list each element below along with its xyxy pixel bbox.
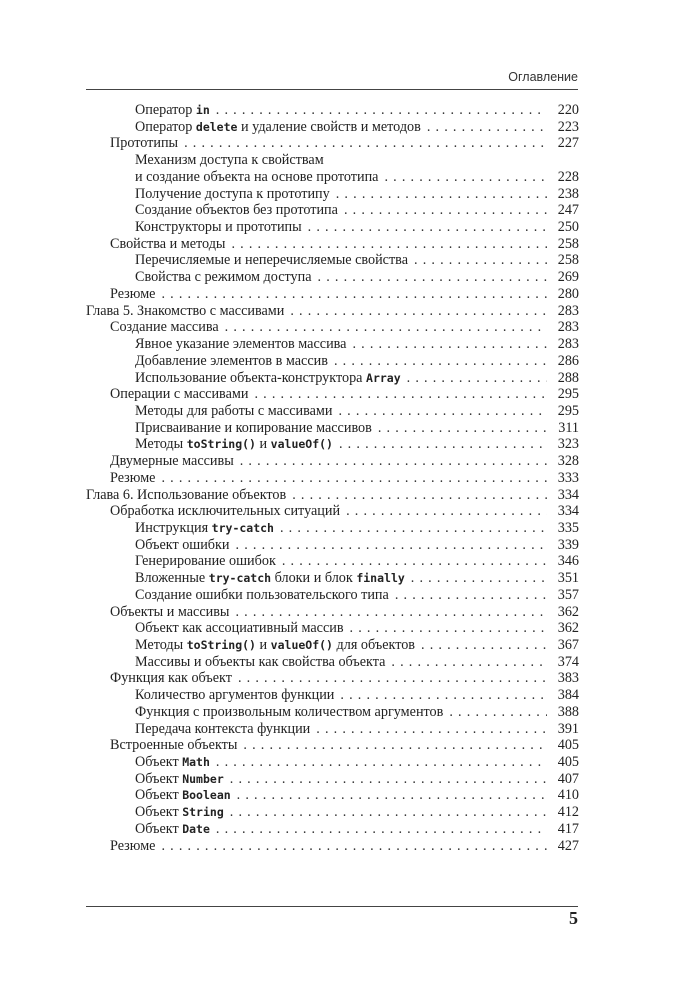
title-text: Функция как объект bbox=[110, 670, 232, 687]
toc-entry bbox=[86, 353, 579, 370]
title-text: Свойства и методы bbox=[110, 235, 226, 252]
toc-entry-page: 286 bbox=[557, 352, 579, 369]
dot-leader bbox=[280, 520, 547, 537]
toc-entry-page: 228 bbox=[557, 168, 579, 185]
toc-entry bbox=[86, 704, 579, 721]
toc-entry-page: 280 bbox=[557, 285, 579, 302]
title-text: Массивы и объекты как свойства объекта bbox=[135, 653, 386, 670]
footer-rule bbox=[86, 906, 578, 907]
toc-entry bbox=[86, 838, 579, 855]
toc-entry-page: 283 bbox=[557, 302, 579, 319]
title-text: и создание объекта на основе прототипа bbox=[135, 168, 379, 185]
toc-entry-page: 247 bbox=[557, 202, 579, 219]
title-text: Операции с массивами bbox=[110, 386, 249, 403]
toc-entry bbox=[86, 252, 579, 269]
toc-entry bbox=[86, 721, 579, 738]
title-text: Получение доступа к прототипу bbox=[135, 185, 330, 202]
title-text: и bbox=[255, 436, 271, 453]
dot-leader bbox=[238, 670, 547, 687]
code-keyword: toString() bbox=[186, 638, 256, 652]
title-text: Резюме bbox=[110, 837, 156, 854]
toc-entry-title bbox=[110, 135, 178, 152]
title-text: Объекты и массивы bbox=[110, 603, 230, 620]
dot-leader bbox=[161, 838, 547, 855]
toc-entry bbox=[86, 453, 579, 470]
dot-leader bbox=[216, 102, 547, 119]
toc-entry bbox=[86, 436, 579, 453]
toc-entry-title bbox=[135, 336, 346, 353]
dot-leader bbox=[230, 771, 547, 788]
toc-entry-title bbox=[135, 370, 401, 387]
toc-entry-page: 357 bbox=[557, 586, 579, 603]
toc-entry-page: 388 bbox=[557, 703, 579, 720]
dot-leader bbox=[411, 570, 547, 587]
toc-entry bbox=[86, 503, 579, 520]
code-keyword: String bbox=[182, 805, 224, 820]
toc-entry bbox=[86, 169, 579, 186]
code-keyword: try-catch bbox=[211, 520, 274, 535]
toc-entry bbox=[86, 202, 579, 219]
toc-entry-page: 339 bbox=[557, 536, 579, 553]
toc-entry-page: 334 bbox=[557, 503, 579, 520]
toc-entry-page: 351 bbox=[557, 570, 579, 587]
toc-entry-page: 405 bbox=[557, 754, 579, 771]
toc-entry bbox=[86, 303, 579, 320]
title-text: Объект bbox=[135, 770, 183, 787]
toc-entry-title bbox=[110, 604, 229, 621]
toc-entry bbox=[86, 654, 579, 671]
title-text: Объект bbox=[135, 804, 183, 821]
toc-entry-title bbox=[110, 386, 248, 403]
title-text: блоки и блок bbox=[271, 570, 357, 587]
toc-entry-page: 410 bbox=[557, 787, 579, 804]
dot-leader bbox=[225, 319, 547, 336]
code-keyword: Array bbox=[366, 370, 401, 385]
running-header: Оглавление bbox=[508, 70, 578, 84]
toc-entry bbox=[86, 370, 579, 387]
title-text: Функция с произвольным количеством аргументов bbox=[135, 703, 444, 720]
title-text: Резюме bbox=[110, 469, 156, 486]
dot-leader bbox=[339, 436, 547, 453]
dot-leader bbox=[236, 537, 547, 554]
toc-entry-page: 223 bbox=[557, 118, 579, 135]
toc-entry-page: 283 bbox=[557, 319, 579, 336]
toc-entry-page: 288 bbox=[557, 369, 579, 386]
page-number: 5 bbox=[569, 908, 578, 928]
toc-entry-page: 238 bbox=[557, 185, 579, 202]
dot-leader bbox=[338, 403, 547, 420]
toc-entry-title bbox=[135, 436, 333, 453]
toc-entry-page: 362 bbox=[557, 620, 579, 637]
title-text: Методы bbox=[135, 436, 187, 453]
title-text: Создание массива bbox=[110, 319, 219, 336]
code-keyword: try-catch bbox=[208, 571, 272, 586]
toc-entry-title bbox=[135, 804, 224, 821]
dot-leader bbox=[350, 620, 547, 637]
toc-entry-title bbox=[135, 687, 334, 704]
toc-entry-page: 334 bbox=[557, 486, 579, 503]
toc-entry bbox=[86, 670, 579, 687]
code-keyword: Number bbox=[182, 771, 224, 786]
title-text: Встроенные объекты bbox=[110, 737, 238, 754]
toc-entry-title bbox=[110, 503, 340, 520]
title-text: Глава 5. Знакомство с массивами bbox=[86, 302, 285, 319]
toc-entry bbox=[86, 403, 579, 420]
toc-entry-page: 328 bbox=[557, 453, 579, 470]
toc-entry-page: 391 bbox=[557, 720, 579, 737]
toc-entry-title bbox=[110, 236, 225, 253]
toc-entry-page: 383 bbox=[557, 670, 579, 687]
dot-leader bbox=[352, 336, 547, 353]
toc-entry-title bbox=[135, 654, 385, 671]
toc-entry bbox=[86, 470, 579, 487]
code-keyword: in bbox=[195, 103, 210, 117]
title-text: Инструкция bbox=[135, 519, 212, 536]
title-text: Объект ошибки bbox=[135, 536, 230, 553]
toc-entry-title bbox=[135, 771, 224, 788]
toc-entry bbox=[86, 219, 579, 236]
title-text: Добавление элементов в массив bbox=[135, 352, 328, 369]
code-keyword: Boolean bbox=[182, 788, 231, 803]
title-text: Генерирование ошибок bbox=[135, 553, 276, 570]
title-text: Прототипы bbox=[110, 135, 179, 152]
dot-leader bbox=[391, 654, 547, 671]
toc-entry bbox=[86, 787, 579, 804]
toc-entry-page: 258 bbox=[557, 252, 579, 269]
toc-entry bbox=[86, 186, 579, 203]
dot-leader bbox=[384, 169, 547, 186]
title-text: Явное указание элементов массива bbox=[135, 336, 347, 353]
title-text: Перечисляемые и неперечисляемые свойства bbox=[135, 252, 408, 269]
toc-entry-title bbox=[135, 821, 210, 838]
title-text: Свойства с режимом доступа bbox=[135, 269, 312, 286]
toc-entry-title bbox=[135, 252, 408, 269]
dot-leader bbox=[184, 135, 547, 152]
toc-entry-page: 269 bbox=[557, 269, 579, 286]
title-text: Количество аргументов функции bbox=[135, 687, 335, 704]
toc-entry-page: 335 bbox=[557, 519, 579, 536]
dot-leader bbox=[378, 420, 547, 437]
toc-entry-page: 374 bbox=[557, 653, 579, 670]
title-text: Методы для работы с массивами bbox=[135, 402, 333, 419]
dot-leader bbox=[336, 186, 547, 203]
toc-entry-title bbox=[135, 152, 324, 169]
title-text: Резюме bbox=[110, 285, 156, 302]
toc-entry-title bbox=[135, 169, 378, 186]
toc-entry-title bbox=[135, 102, 210, 119]
dot-leader bbox=[235, 604, 547, 621]
toc-entry bbox=[86, 537, 579, 554]
title-text: Оператор bbox=[135, 118, 196, 135]
toc-entry-page: 258 bbox=[557, 235, 579, 252]
toc-entry-title bbox=[110, 286, 155, 303]
toc-entry bbox=[86, 620, 579, 637]
dot-leader bbox=[292, 487, 547, 504]
toc-entry-page: 283 bbox=[557, 336, 579, 353]
toc-entry-title bbox=[135, 787, 231, 804]
toc-entry-page: 384 bbox=[557, 687, 579, 704]
toc-entry bbox=[86, 269, 579, 286]
dot-leader bbox=[290, 303, 547, 320]
dot-leader bbox=[240, 453, 547, 470]
title-text: и bbox=[255, 637, 271, 653]
dot-leader bbox=[414, 252, 547, 269]
title-text: Создание объектов без прототипа bbox=[135, 202, 338, 219]
toc-entry-title bbox=[135, 553, 276, 570]
toc-entry-title bbox=[135, 420, 372, 437]
title-text: Методы bbox=[135, 637, 187, 653]
dot-leader bbox=[230, 804, 547, 821]
table-of-contents bbox=[86, 102, 579, 854]
toc-entry-title bbox=[135, 269, 312, 286]
toc-entry-title bbox=[110, 319, 219, 336]
dot-leader bbox=[237, 787, 547, 804]
toc-entry-title bbox=[135, 637, 415, 654]
toc-entry-title bbox=[110, 737, 237, 754]
title-text: Конструкторы и прототипы bbox=[135, 219, 302, 236]
toc-entry-title bbox=[110, 470, 155, 487]
dot-leader bbox=[346, 503, 547, 520]
header-rule bbox=[86, 89, 578, 90]
dot-leader bbox=[318, 269, 547, 286]
dot-leader bbox=[282, 553, 547, 570]
toc-entry bbox=[86, 804, 579, 821]
dot-leader bbox=[421, 637, 547, 654]
toc-entry-page: 295 bbox=[557, 402, 579, 419]
toc-entry-page: 333 bbox=[557, 469, 579, 486]
dot-leader bbox=[216, 821, 547, 838]
toc-entry-title bbox=[135, 186, 330, 203]
toc-entry bbox=[86, 553, 579, 570]
toc-entry-title bbox=[135, 219, 302, 236]
toc-entry bbox=[86, 604, 579, 621]
dot-leader bbox=[340, 687, 547, 704]
toc-entry-title bbox=[110, 453, 234, 470]
toc-entry-page: 367 bbox=[557, 637, 579, 653]
toc-entry-page: 220 bbox=[557, 102, 579, 118]
dot-leader bbox=[231, 236, 547, 253]
toc-entry bbox=[86, 135, 579, 152]
dot-leader bbox=[308, 219, 547, 236]
code-keyword: valueOf() bbox=[270, 638, 333, 652]
toc-entry bbox=[86, 386, 579, 403]
toc-entry-title bbox=[135, 721, 310, 738]
toc-entry bbox=[86, 336, 579, 353]
toc-entry-page: 362 bbox=[557, 603, 579, 620]
dot-leader bbox=[407, 370, 547, 387]
toc-entry bbox=[86, 286, 579, 303]
toc-entry bbox=[86, 587, 579, 604]
toc-entry-page: 295 bbox=[557, 386, 579, 403]
toc-entry-title bbox=[135, 754, 210, 771]
title-text: Оператор bbox=[135, 102, 196, 118]
toc-entry bbox=[86, 754, 579, 771]
toc-entry-title bbox=[135, 520, 274, 537]
toc-entry-title bbox=[135, 403, 332, 420]
toc-entry bbox=[86, 821, 579, 838]
toc-entry bbox=[86, 637, 579, 654]
dot-leader bbox=[316, 721, 547, 738]
dot-leader bbox=[427, 119, 547, 136]
toc-entry-title bbox=[135, 537, 230, 554]
title-text: Объект bbox=[135, 787, 183, 804]
code-keyword: delete bbox=[195, 119, 238, 134]
toc-entry-page: 405 bbox=[557, 737, 579, 754]
code-keyword: valueOf() bbox=[270, 437, 333, 452]
toc-entry bbox=[86, 737, 579, 754]
toc-entry-title bbox=[110, 670, 232, 687]
toc-entry bbox=[86, 687, 579, 704]
dot-leader bbox=[395, 587, 547, 604]
title-text: Глава 6. Использование объектов bbox=[86, 486, 287, 503]
toc-entry-page: 412 bbox=[557, 804, 579, 821]
toc-entry bbox=[86, 236, 579, 253]
title-text: Присваивание и копирование массивов bbox=[135, 419, 372, 436]
dot-leader bbox=[243, 737, 547, 754]
code-keyword: Date bbox=[182, 821, 210, 836]
toc-entry-title bbox=[135, 704, 443, 721]
title-text: Передача контекста функции bbox=[135, 720, 311, 737]
toc-entry-page: 250 bbox=[557, 219, 579, 236]
toc-entry bbox=[86, 102, 579, 119]
title-text: Объект как ассоциативный массив bbox=[135, 620, 344, 637]
toc-entry bbox=[86, 771, 579, 788]
toc-entry-title bbox=[135, 202, 338, 219]
dot-leader bbox=[344, 202, 547, 219]
title-text: для объектов bbox=[332, 637, 416, 653]
title-text: Использование объекта-конструктора bbox=[135, 369, 367, 386]
toc-entry bbox=[86, 520, 579, 537]
toc-entry-title bbox=[135, 587, 389, 604]
dot-leader bbox=[449, 704, 547, 721]
toc-entry-page: 417 bbox=[557, 820, 579, 837]
toc-entry-title bbox=[135, 119, 421, 136]
dot-leader bbox=[254, 386, 547, 403]
toc-entry bbox=[86, 487, 579, 504]
toc-entry-title bbox=[110, 838, 155, 855]
toc-entry-page: 407 bbox=[557, 770, 579, 787]
toc-entry-page: 311 bbox=[558, 419, 579, 436]
toc-entry-title bbox=[135, 353, 328, 370]
title-text: Создание ошибки пользовательского типа bbox=[135, 586, 389, 603]
toc-entry-title bbox=[135, 620, 344, 637]
title-text: Вложенные bbox=[135, 570, 209, 587]
toc-entry-page: 323 bbox=[557, 436, 579, 453]
toc-entry bbox=[86, 119, 579, 136]
dot-leader bbox=[161, 286, 547, 303]
dot-leader bbox=[161, 470, 547, 487]
toc-entry bbox=[86, 570, 579, 587]
toc-entry-title bbox=[86, 303, 284, 320]
title-text: Обработка исключительных ситуаций bbox=[110, 503, 341, 520]
toc-entry-page: 427 bbox=[557, 837, 579, 854]
dot-leader bbox=[216, 754, 547, 771]
title-text: Объект bbox=[135, 820, 183, 837]
toc-entry-page: 346 bbox=[557, 553, 579, 570]
code-keyword: Math bbox=[182, 755, 210, 770]
title-text: Объект bbox=[135, 754, 183, 771]
code-keyword: toString() bbox=[186, 437, 256, 452]
toc-entry-title bbox=[86, 487, 286, 504]
toc-entry bbox=[86, 152, 579, 169]
toc-entry bbox=[86, 319, 579, 336]
toc-entry-page: 227 bbox=[557, 135, 579, 152]
toc-entry bbox=[86, 420, 579, 437]
dot-leader bbox=[334, 353, 547, 370]
title-text: Двумерные массивы bbox=[110, 453, 234, 470]
toc-entry-title bbox=[135, 570, 405, 587]
title-text: и удаление свойств и методов bbox=[237, 118, 421, 135]
title-text: Механизм доступа к свойствам bbox=[135, 152, 324, 169]
code-keyword: finally bbox=[356, 571, 405, 586]
